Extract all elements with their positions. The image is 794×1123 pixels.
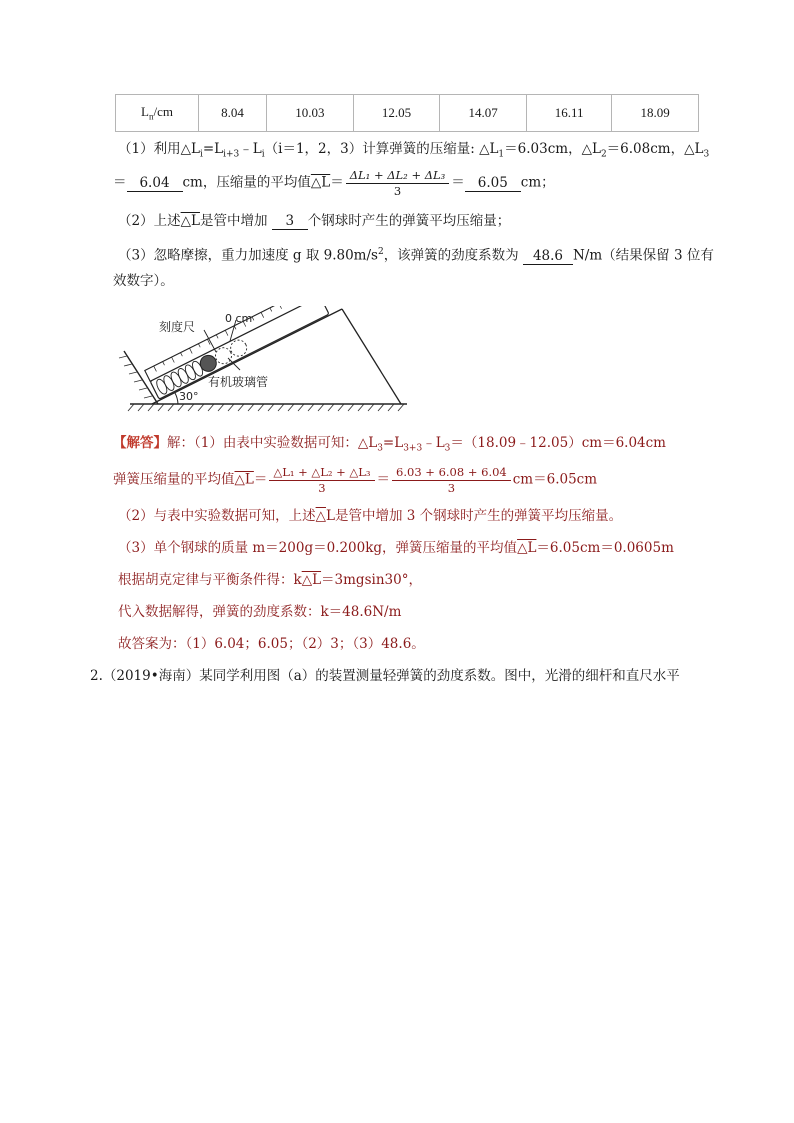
solution-line1: 【解答】解：（1）由表中实验数据可知：$\triangle L_3=L_{3+3}﹣L_3=(18.09﹣12.05)cm=6.04cm$ (113, 435, 666, 454)
q3-line2: 效数字）。 (113, 273, 174, 289)
label-zero-cm: 0 cm (225, 312, 253, 325)
label-angle: 30° (179, 390, 199, 403)
answer-spring-constant: 48.6 (523, 248, 573, 265)
answer-dl3: 6.04 (127, 175, 183, 192)
q1-line2: ＝ 6.04 cm，压缩量的平均值△L＝ $\frac{\text{ΔL₁ + ΔL₂ + ΔL₃}}{3}$ ＝ 6.05 cm； (113, 168, 555, 198)
solution-line5: 根据胡克定律与平衡条件得：k△L＝3mgsin30°， (118, 572, 422, 588)
fraction: $\frac{\text{ΔL₁ + ΔL₂ + ΔL₃}}{3}$ (346, 167, 450, 199)
solution-line6: 代入数据解得，弹簧的劲度系数：k＝48.6N/m (118, 604, 402, 620)
solution-line2: 弹簧压缩量的平均值△L＝ $\frac{\text{△L₁ + △L₂ + △L₃}}{3}$ ＝ $\frac{6.03 + 6.08 + 6.04}{3}$ cm＝6.05cm (113, 465, 598, 495)
table-cell: 8.04 (199, 95, 267, 132)
label-ruler: 刻度尺 (159, 320, 196, 334)
next-question: 2.（2019•海南）某同学利用图（a）的装置测量轻弹簧的劲度系数。图中，光滑的细杆和直尺水平 (90, 668, 680, 684)
fraction: $\frac{\text{△L₁ + △L₂ + △L₃}}{3}$ (269, 464, 374, 496)
solution-tag: 【解答】 (113, 435, 167, 451)
incline-apparatus-figure (112, 306, 412, 414)
q3-line1: （3）忽略摩擦，重力加速度 g 取 $9.80m/s^2$，该弹簧的劲度系数为 48.6 N/m（结果保留 3 位有 (118, 247, 714, 264)
answer-ball-count: 3 (272, 213, 308, 230)
q1-line1: （1）利用$\triangle L_i=L_{i+3}﹣L_i(i=1$，2，3）计算弹簧的压缩量: $\triangle L_1=6.03cm$，$\triangle L_2=6.08cm$，$\triangle L_3$ (118, 141, 710, 160)
table-cell: 16.11 (527, 95, 612, 132)
q2-line: （2）上述△L是管中增加 3 个钢球时产生的弹簧平均压缩量； (118, 213, 511, 229)
table-header-cell: $L_n/cm$ (116, 95, 199, 132)
table-cell: 14.07 (440, 95, 527, 132)
solution-line3: （2）与表中实验数据可知，上述△L是管中增加 3 个钢球时产生的弹簧平均压缩量。 (118, 508, 623, 524)
table-cell: 12.05 (353, 95, 440, 132)
table-row (116, 95, 699, 132)
table-cell: 18.09 (612, 95, 699, 132)
label-tube: 有机玻璃管 (208, 375, 269, 389)
solution-line4: （3）单个钢球的质量 m＝200g＝0.200kg，弹簧压缩量的平均值△L＝6.05cm＝0.0605m (118, 540, 674, 556)
table-cell: 10.03 (267, 95, 354, 132)
fraction: $\frac{6.03 + 6.08 + 6.04}{3}$ (392, 464, 511, 496)
data-table (115, 94, 699, 132)
solution-line7: 故答案为：（1）6.04；6.05；（2）3；（3）48.6。 (118, 636, 425, 652)
answer-average: 6.05 (465, 175, 521, 192)
